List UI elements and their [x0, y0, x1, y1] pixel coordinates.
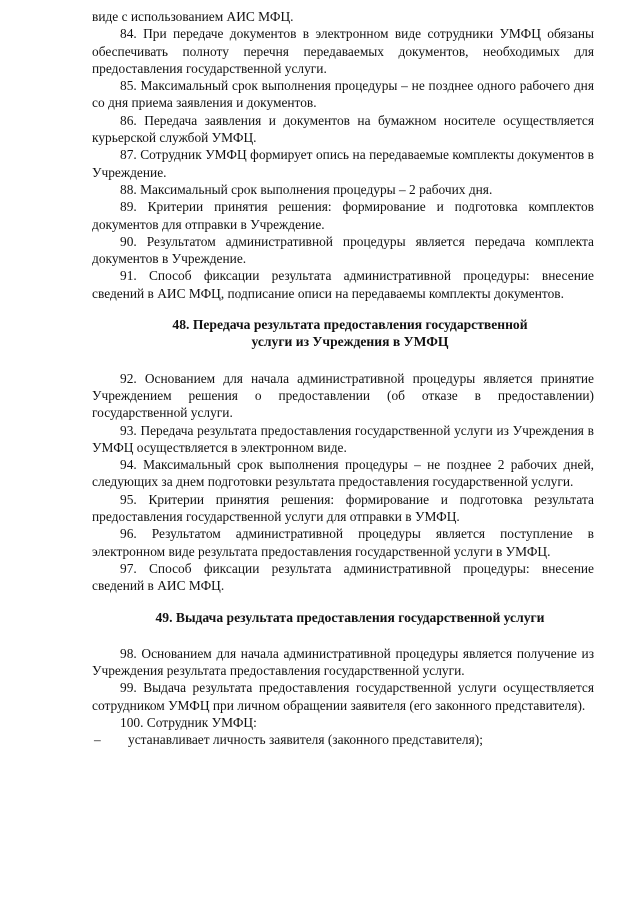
section-49-heading: 49. Выдача результата предоставления государственной услуги — [155, 609, 545, 625]
paragraph-86: 86. Передача заявления и документов на бумажном носителе осуществляется курьерской службой УМФЦ. — [92, 112, 594, 146]
paragraph-92: 92. Основанием для начала административной процедуры является принятие Учреждением решения о предоставлении (об отказе в предоставлении) государственной услуги. — [92, 370, 594, 421]
paragraph-89: 89. Критерии принятия решения: формирование и подготовка комплектов документов для отправки в Учреждение. — [92, 199, 594, 232]
section-48-heading — [92, 316, 594, 351]
paragraph-100: 100. Сотрудник УМФЦ: — [120, 714, 257, 730]
paragraph-87: 87. Сотрудник УМФЦ формирует опись на передаваемые комплекты документов в Учреждение. — [92, 147, 594, 180]
paragraph-93: 93. Передача результата предоставления государственной услуги из Учреждения в УМФЦ осуществляется в электронном виде. — [92, 422, 594, 455]
paragraph-90: 90. Результатом административной процедуры является передача комплекта документов в Учреждение. — [92, 233, 594, 267]
paragraph-97: 97. Способ фиксации результата административной процедуры: внесение сведений в АИС МФЦ. — [92, 560, 594, 594]
paragraph-94: 94. Максимальный срок выполнения процедуры – не позднее 2 рабочих дней, следующих за днем подготовки результата предоставления государственной услуги. — [92, 457, 594, 490]
paragraph-88: 88. Максимальный срок выполнения процедуры – 2 рабочих дня. — [120, 181, 493, 197]
section-48-heading-line-1: 48. Передача результата предоставления государственной — [172, 317, 528, 333]
paragraph-85: 85. Максимальный срок выполнения процедуры – не позднее одного рабочего дня со дня приема заявления и документов. — [92, 78, 594, 111]
list-item-text: устанавливает личность заявителя (законного представителя); — [128, 732, 483, 748]
section-48-heading-line-2: услуги из Учреждения в УМФЦ — [251, 334, 449, 350]
paragraph-99: 99. Выдача результата предоставления государственной услуги осуществляется сотрудником УМФЦ при личном обращении заявителя (его законного представителя). — [92, 680, 594, 713]
paragraph-continuation: виде с использованием АИС МФЦ. — [92, 9, 294, 24]
paragraph-98: 98. Основанием для начала административной процедуры является получение из Учреждения результата предоставления государственной услуги. — [92, 645, 594, 679]
paragraph-96: 96. Результатом административной процедуры является поступление в электронном виде результата предоставления государственной услуги в УМФЦ. — [92, 526, 594, 559]
paragraph-95: 95. Критерии принятия решения: формирование и подготовка результата предоставления государственной услуги для отправки в УМФЦ. — [92, 491, 594, 525]
list-dash: – — [94, 732, 101, 748]
paragraph-91: 91. Способ фиксации результата административной процедуры: внесение сведений в АИС МФЦ, подписание описи на передаваемы комплекты документов. — [92, 268, 594, 301]
list-item — [92, 731, 594, 748]
paragraph-84: 84. При передаче документов в электронном виде сотрудники УМФЦ обязаны обеспечивать полноту перечня передаваемых документов, необходимых для предоставления государственной услуги. — [92, 26, 594, 76]
